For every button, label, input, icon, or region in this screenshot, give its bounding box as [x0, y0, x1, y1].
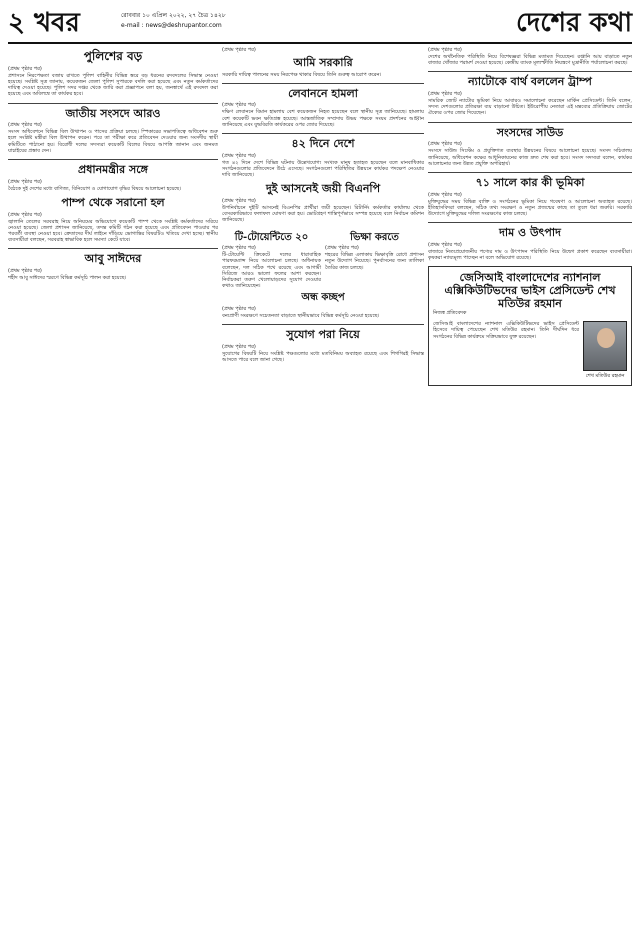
divider — [8, 159, 218, 160]
article-body: সরকারি দায়িত্ব পালনের সময় নিরপেক্ষ থাকার বিষয়ে তিনি গুরুত্ব আরোপ করেন। — [222, 71, 382, 78]
byline: (প্রথম পৃষ্ঠার পর) — [8, 122, 42, 129]
byline: (প্রথম পৃষ্ঠার পর) — [8, 211, 42, 218]
article-mouth — [428, 127, 632, 167]
headline: দুই আসনেই জয়ী বিএনপি — [265, 182, 381, 196]
article-attack — [222, 88, 424, 128]
article-seats — [222, 183, 424, 223]
article-chance — [222, 329, 424, 363]
byline: (প্রথম পৃষ্ঠার পর) — [428, 91, 462, 98]
article-body: বৈঠকে দুই দেশের মধ্যে বাণিজ্য, বিনিয়োগ ও যোগাযোগ বৃদ্ধির বিষয়ে আলোচনা হয়েছে। — [8, 185, 182, 192]
article-body: শহরের বিভিন্ন এলাকায় ভিক্ষাবৃত্তি রোধে প্রশাসন নতুন উদ্যোগ নিয়েছে। পুনর্বাসনের জন্য তালিকা তৈরির কাজ চলছে। — [325, 252, 424, 271]
masthead — [8, 8, 632, 42]
byline: (প্রথম পৃষ্ঠার পর) — [222, 197, 256, 204]
article-body: সুযোগের বিষয়টি নিয়ে সংশ্লিষ্ট পক্ষগুলোর মধ্যে মতবিনিময় অব্যাহত রয়েছে এবং শিগগিরই সিদ্ধান্ত আসতে পারে বলে জানা গেছে। — [222, 350, 424, 363]
article-body: প্রশাসনে নিরপেক্ষতা বজায় রাখতে পুলিশ বাহিনীর বিভিন্ন স্তরে বড় ধরনের রদবদলের সিদ্ধান্ত নেওয়া হয়েছে। সংশ্লিষ্ট সূত্র জানায়, কয়েকজন জেলা পুলিশ সুপারকে বদলি করা হয়েছে এবং নতুন কর্মকর্তাদের দায়িত্ব দেওয়া হয়েছে। পুলিশ সদর দপ্তর থেকে জারি করা প্রজ্ঞাপনে বলা হয়, জনস্বার্থে এই রদবদল করা হয়েছে এবং অবিলম্বে তা কার্যকর হবে। — [8, 72, 218, 98]
article-pm — [8, 164, 218, 192]
headline: ৭১ সালে কার কী ভূমিকা — [475, 175, 585, 189]
ad-body — [433, 321, 627, 381]
headline: লেবাননে হামলা — [288, 86, 358, 100]
article-seventyone — [428, 177, 632, 217]
article-cricket — [222, 229, 321, 290]
article-body: মুক্তিযুদ্ধের সময় বিভিন্ন ব্যক্তি ও সংগঠনের ভূমিকা নিয়ে গবেষণা ও আলোচনা অব্যাহত রয়েছে। ইতিহাসবিদরা বলছেন, সঠিক তথ্য সংরক্ষণ ও নতুন প্রজন্মের কাছে তা তুলে ধরা জরুরি। সরকারি উদ্যোগে মুক্তিযুদ্ধের দলিল সংরক্ষণের কাজ চলছে। — [428, 198, 632, 217]
divider — [222, 133, 424, 134]
byline: (প্রথম পৃষ্ঠার পর) — [222, 343, 256, 350]
headline: টি-টোয়েন্টিতে ২০ — [234, 231, 309, 243]
byline: (প্রথম পৃষ্ঠার পর) — [222, 245, 256, 252]
byline: (প্রথম পৃষ্ঠার পর) — [428, 47, 462, 53]
ad-title: জেসিআই বাংলাদেশের ন্যাশনাল এক্সিকিউটিভদের ভাইস প্রেসিডেন্ট শেখ মতিউর রহমান — [444, 271, 616, 311]
divider — [428, 122, 632, 123]
article-tortoise — [222, 292, 424, 319]
byline: (প্রথম পৃষ্ঠার পর) — [428, 191, 462, 198]
article-body: টি-টোয়েন্টি ক্রিকেটে দলের ধারাবাহিক পারফরম্যান্স নিয়ে আলোচনা চলছে। অধিনায়ক বলেছেন, দল সঠিক পথে রয়েছে এবং আগামী সিরিজে আরও ভালো ফলের আশা করছেন। নির্বাচকরা তরুণ খেলোয়াড়দের সুযোগ দেওয়ার কথাও জানিয়েছেন। — [222, 252, 321, 290]
column-left — [8, 47, 218, 942]
headline: পুলিশের বড় — [83, 49, 143, 63]
article-police — [8, 50, 218, 98]
article-body: সংসদে সাউন্ড সিস্টেম ও প্রযুক্তিগত ব্যবস্থার উন্নয়নের বিষয়ে আলোচনা হয়েছে। সংসদ সচিবালয় জানিয়েছে, অধিবেশন কক্ষের আধুনিকায়নের কাজ দ্রুত শেষ করা হবে। সংসদ সদস্যরা বলেন, কার্যকর আলোচনার জন্য উন্নত প্রযুক্তি অপরিহার্য। — [428, 148, 632, 167]
dateline: রোববার ১০ এপ্রিল ২০২২, ২৭ চৈত্র ১৪২৮ — [121, 12, 226, 19]
article-body: গত ৪২ দিনে দেশে বিভিন্ন ঘটনায় উল্লেখযোগ্য সংখ্যক মানুষ হতাহত হয়েছেন বলে মানবাধিকার সংগঠনগুলোর প্রতিবেদনে উঠে এসেছে। সংগঠনগুলো পরিস্থিতির উন্নয়নে কার্যকর পদক্ষেপ নেওয়ার দাবি জানিয়েছে। — [222, 159, 424, 179]
byline: (প্রথম পৃষ্ঠার পর) — [8, 65, 42, 72]
email-link[interactable]: e-mail : news@deshrupantor.com — [121, 22, 222, 29]
article-parliament — [8, 108, 218, 154]
headline: সুযোগ পরা নিয়ে — [286, 328, 360, 342]
article-price — [428, 227, 632, 261]
page-label: ২ খবর — [8, 8, 80, 38]
column-middle — [222, 47, 424, 942]
headline: ন্যাটোকে বার্থ বললেন ট্রাম্প — [468, 75, 592, 89]
article-dash — [222, 138, 424, 178]
byline: (প্রথম পৃষ্ঠার পর) — [222, 305, 256, 312]
ad-box — [428, 266, 632, 386]
headline: দাম ও উৎপাদ — [499, 226, 561, 240]
byline: নিজস্ব প্রতিবেদক — [433, 310, 467, 317]
ad-photo-block — [583, 321, 627, 381]
article-body: সংসদ অধিবেশনে বিভিন্ন বিল উত্থাপন ও পাসের প্রক্রিয়া চলছে। স্পিকারের সভাপতিত্বে অধিবেশন শুরু হলে সংশ্লিষ্ট মন্ত্রীরা বিল উত্থাপন করেন। পরে তা পরীক্ষা করে প্রতিবেদন দেওয়ার জন্য সংসদীয় স্থায়ী কমিটিতে পাঠানো হয়। বিরোধী দলের সদস্যরা কয়েকটি বিলের বিষয়ে আপত্তি জানান এবং জনমত যাচাইয়ের প্রস্তাব দেন। — [8, 129, 218, 154]
headline: আবু সাঈদের — [84, 252, 142, 266]
article-body: শহীদ আবু সাঈদের স্মরণে বিভিন্ন কর্মসূচি পালন করা হয়েছে। — [8, 275, 127, 281]
byline: (প্রথম পৃষ্ঠার পর) — [8, 178, 42, 185]
divider — [222, 324, 424, 325]
headline: ভিক্ষা করতে — [350, 231, 399, 243]
portrait-photo — [583, 321, 627, 371]
headline: অন্ধ কচ্ছপ — [301, 292, 345, 304]
headline: সংসদের সাউড — [496, 125, 564, 139]
article-body: সামরিক জোট ন্যাটোর ভূমিকা নিয়ে আবারও সমালোচনা করেছেন মার্কিন প্রেসিডেন্ট। তিনি বলেন, সদস্য দেশগুলোর প্রতিরক্ষা ব্যয় বাড়ানো উচিত। ইউরোপীয় নেতারা এই মন্তব্যের প্রতিক্রিয়ায় জোটের ঐক্যের ওপর জোর দিয়েছেন। — [428, 98, 632, 117]
article-trump — [428, 76, 632, 116]
article-body: উপনির্বাচনে দুইটি আসনেই বিএনপির প্রার্থীরা জয়ী হয়েছেন। রিটার্নিং কর্মকর্তার কার্যালয় থেকে বেসরকারিভাবে ফলাফল ঘোষণা করা হয়। ভোটগ্রহণ শান্তিপূর্ণভাবে সম্পন্ন হয়েছে বলে নির্বাচন কমিশন জানিয়েছে। — [222, 204, 424, 224]
article-pump — [8, 197, 218, 243]
newspaper-name: দেশের কথা — [516, 8, 632, 38]
article-body: বাজারে নিত্যপ্রয়োজনীয় পণ্যের দাম ও উৎপাদন পরিস্থিতি নিয়ে উদ্বেগ প্রকাশ করেছেন ব্যবসায়ীরা। কৃষকরা ন্যায্যমূল্য পাচ্ছেন না বলে অভিযোগ রয়েছে। — [428, 248, 632, 261]
divider — [428, 222, 632, 223]
photo-caption: শেখ মতিউর রহমান — [585, 373, 625, 380]
article-body: দক্ষিণ লেবাননে বিমান হামলায় বেশ কয়েকজন নিহত হয়েছেন বলে স্থানীয় সূত্র জানিয়েছে। হামলায় বেশ কয়েকটি ভবন ক্ষতিগ্রস্ত হয়েছে। আন্তর্জাতিক সম্প্রদায় উভয় পক্ষকে সংযম প্রদর্শনের আহ্বান জানিয়েছে এবং যুদ্ধবিরতি কার্যকরের ওপর জোর দিয়েছে। — [222, 109, 424, 128]
byline: (প্রথম পৃষ্ঠার পর) — [325, 245, 359, 252]
headline: আমি সরকারি — [293, 56, 353, 69]
headline: জাতীয় সংসদে আরও — [65, 106, 161, 120]
byline: (প্রথম পৃষ্ঠার পর) — [222, 47, 256, 53]
article-body: জেসিআই বাংলাদেশের ন্যাশনাল এক্সিকিউটিভদের ভাইস প্রেসিডেন্ট হিসেবে দায়িত্ব পেয়েছেন শেখ মতিউর রহমান। তিনি দীর্ঘদিন ধরে সংগঠনের বিভিন্ন কার্যক্রমে সক্রিয়ভাবে যুক্ত রয়েছেন। — [433, 321, 579, 340]
byline: (প্রথম পৃষ্ঠার পর) — [222, 102, 256, 109]
headline: ৪২ দিনে দেশে — [291, 137, 355, 151]
article-ami — [222, 47, 424, 78]
article-body: দেশের অর্থনৈতিক পরিস্থিতি নিয়ে বিশেষজ্ঞরা বিভিন্ন মতামত দিয়েছেন। রপ্তানি আয় বাড়াতে নতুন বাজার খোঁজার পরামর্শ দেওয়া হয়েছে। কেন্দ্রীয় ব্যাংক মূল্যস্ফীতি নিয়ন্ত্রণে মুদ্রানীতি পর্যালোচনা করছে। — [428, 54, 632, 67]
divider — [222, 83, 424, 84]
article-body: জ্বালানি তেলের সরবরাহ নিয়ে অনিয়মের অভিযোগে কয়েকটি পাম্প থেকে সংশ্লিষ্ট কর্মকর্তাদের সরিয়ে নেওয়া হয়েছে। জেলা প্রশাসন জানিয়েছে, তদন্ত কমিটি গঠন করা হয়েছে এবং প্রতিবেদন পাওয়ার পর পরবর্তী ব্যবস্থা নেওয়া হবে। ক্রেতাদের দীর্ঘ লাইনে দাঁড়িয়ে ভোগান্তির বিষয়টিও খতিয়ে দেখা হচ্ছে। স্থানীয় ব্যবসায়ীরা বলছেন, সরবরাহ স্বাভাবিক হলে সমস্যা কেটে যাবে। — [8, 218, 218, 244]
divider — [428, 71, 632, 72]
article-continued — [428, 47, 632, 66]
byline: (প্রথম পৃষ্ঠার পর) — [8, 268, 42, 274]
headline: পাম্প থেকে সরানো হল — [61, 195, 165, 209]
article-beg — [325, 229, 424, 290]
article-body: বন্যপ্রাণী সংরক্ষণে সচেতনতা বাড়াতে স্থানীয়ভাবে বিভিন্ন কর্মসূচি নেওয়া হয়েছে। — [222, 312, 380, 319]
column-right — [428, 47, 632, 942]
byline: (প্রথম পৃষ্ঠার পর) — [428, 241, 462, 248]
masthead-rule — [8, 42, 632, 44]
byline: (প্রথম পৃষ্ঠার পর) — [428, 141, 462, 148]
divider — [8, 103, 218, 104]
article-abu — [8, 253, 218, 281]
two-column-block — [222, 229, 424, 290]
divider — [428, 172, 632, 173]
headline: প্রধানমন্ত্রীর সঙ্গে — [78, 163, 148, 177]
byline: (প্রথম পৃষ্ঠার পর) — [222, 152, 256, 159]
divider — [8, 248, 218, 249]
